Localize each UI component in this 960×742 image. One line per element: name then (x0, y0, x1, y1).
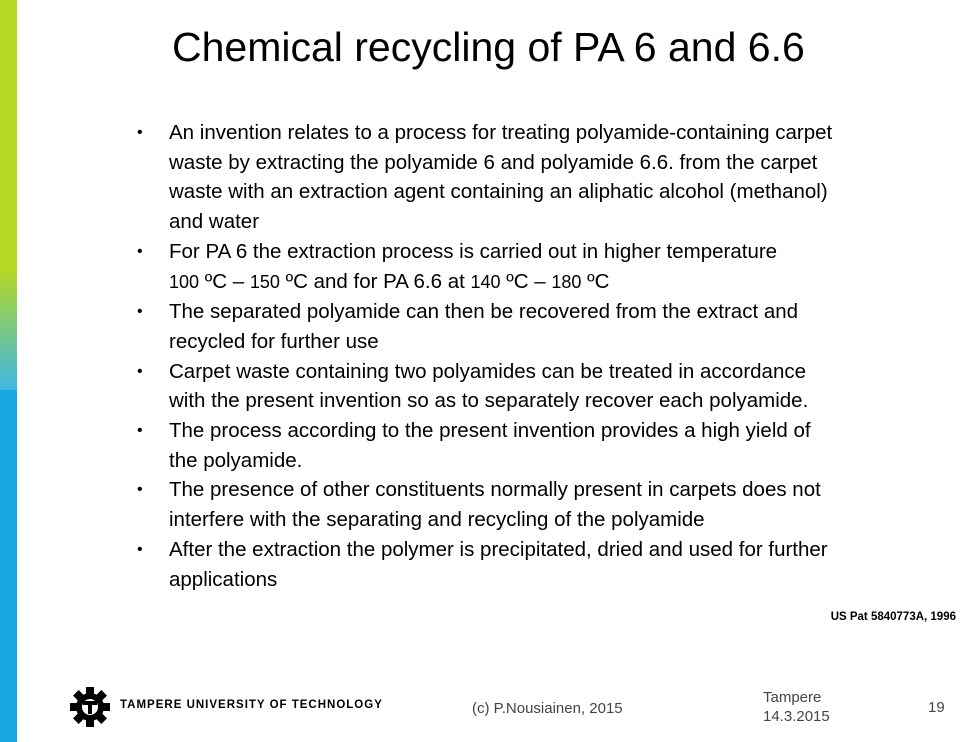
bullet-item: • After the extraction the polymer is precipitated, dried and used for further applications (137, 535, 837, 594)
bullet-icon: • (137, 422, 143, 440)
bullet-item: • The presence of other constituents normally present in carpets does not interfere with the separating and recycling of the polyamide (137, 475, 837, 534)
bullet-list (137, 118, 837, 594)
bullet-icon: • (137, 242, 143, 260)
university-name: TAMPERE UNIVERSITY OF TECHNOLOGY (120, 699, 383, 711)
page-number: 19 (928, 699, 945, 716)
bullet-item: • An invention relates to a process for treating polyamide-containing carpet waste by extracting the polyamide 6 and polyamide 6.6. from the carpet waste with an extraction agent containing an aliphatic alcohol (methanol) and water (137, 118, 837, 237)
bullet-icon: • (137, 362, 143, 380)
tut-gear-logo-icon (69, 686, 111, 728)
date-text: 14.3.2015 (763, 708, 830, 725)
side-stripe-green (0, 0, 17, 270)
place-text: Tampere (763, 689, 822, 706)
copyright-text: (c) P.Nousiainen, 2015 (472, 700, 623, 717)
side-stripe-gradient (0, 270, 17, 390)
bullet-item: • The separated polyamide can then be recovered from the extract and recycled for further use (137, 297, 837, 356)
bullet-icon: • (137, 303, 143, 321)
bullet-item: • Carpet waste containing two polyamides can be treated in accordance with the present invention so as to separately recover each polyamide. (137, 357, 837, 416)
bullet-icon: • (137, 481, 143, 499)
bullet-item: • The process according to the present invention provides a high yield of the polyamide. (137, 416, 837, 475)
slide-title: Chemical recycling of PA 6 and 6.6 (172, 24, 805, 70)
slide-footer (0, 672, 960, 742)
bullet-icon: • (137, 124, 143, 141)
patent-reference: US Pat 5840773A, 1996 (830, 611, 956, 623)
place-date (763, 688, 830, 726)
bullet-icon: • (137, 540, 143, 558)
bullet-item-temperature: • For PA 6 the extraction process is carried out in higher temperature 100 ºC – 150 ºC and for PA 6.6 at 140 ºC – 180 ºC (137, 237, 837, 297)
